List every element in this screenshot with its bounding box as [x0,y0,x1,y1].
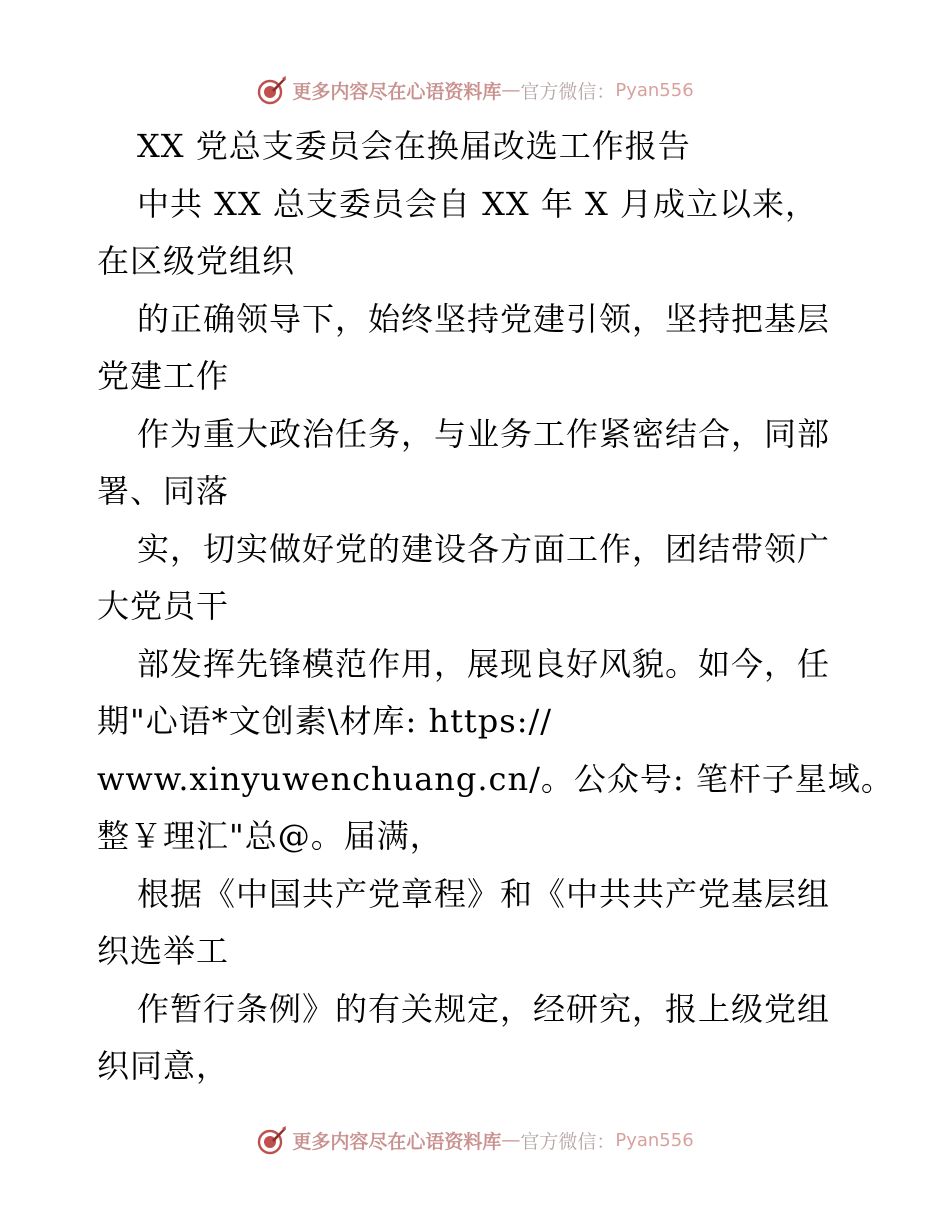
quill-pen-seal-icon [256,1124,288,1156]
text-line: 期"心语*文创素\材库: https:// [97,702,553,740]
text-line: 整￥理汇"总@。届满， [97,817,443,855]
watermark-official-label: 官方微信： [520,80,616,103]
text-line: 根据《中国共产党章程》和《中共共产党基层组 [137,874,831,913]
watermark-official-label: 官方微信： [520,1130,616,1153]
text-line: 的正确领导下，始终坚持党建引领，坚持把基层 [137,299,831,338]
watermark-dash: — [501,1129,521,1151]
header-watermark [0,70,950,110]
watermark-text: 更多内容尽在心语资料库 [292,80,502,103]
watermark-text: 更多内容尽在心语资料库 [292,1130,502,1153]
text-line: 织选举工 [97,932,230,970]
text-line: 在区级党组织 [97,242,296,280]
document-body [97,118,894,1096]
text-line: 实，切实做好党的建设各方面工作，团结带领广 [137,529,831,568]
text-line: www.xinyuwenchuang.cn/。公众号: 笔杆子星域。 [97,759,894,798]
footer-watermark [0,1120,950,1160]
quill-pen-seal-icon [256,74,288,106]
watermark-wechat-id: Pyan556 [615,79,694,101]
text-line: 党建工作 [97,357,230,395]
text-line: 作为重大政治任务，与业务工作紧密结合，同部 [137,414,831,453]
text-line: 部发挥先锋模范作用，展现良好风貌。如今，任 [137,644,831,683]
text-line: 作暂行条例》的有关规定，经研究，报上级党组 [137,989,831,1028]
text-line: 署、同落 [97,472,230,510]
text-line: 织同意， [97,1047,230,1085]
watermark-dash: — [501,79,521,101]
text-line: 大党员干 [97,587,230,625]
document-title: XX 党总支委员会在换届改选工作报告 [137,127,691,165]
text-line: 中共 XX 总支委员会自 XX 年 X 月成立以来， [137,184,818,223]
watermark-wechat-id: Pyan556 [615,1129,694,1151]
